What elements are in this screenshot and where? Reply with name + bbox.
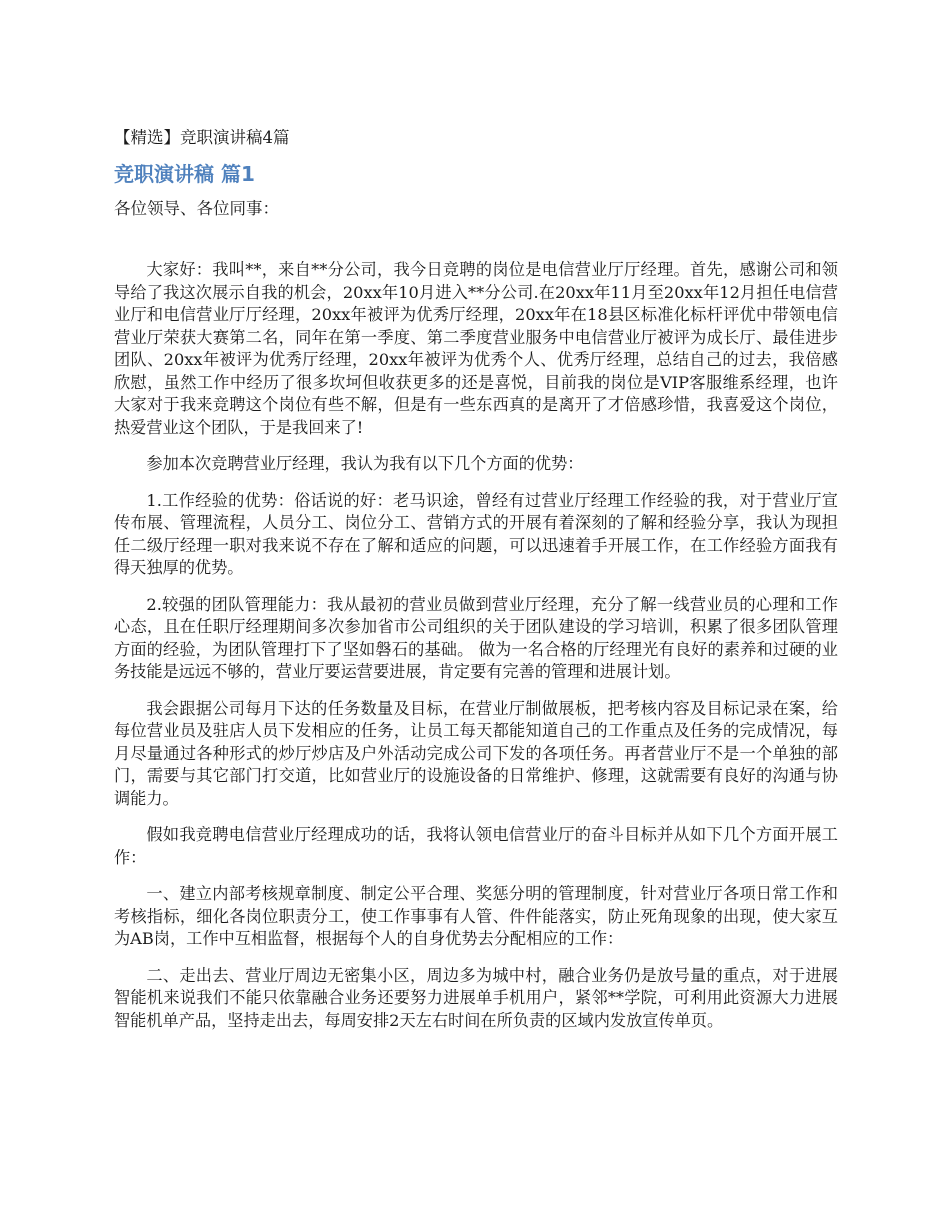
paragraph-task-planning: 我会跟据公司每月下达的任务数量及目标，在营业厅制做展板，把考核内容及目标记录在案，给每位营业员及驻店人员下发相应的任务，让员工每天都能知道自己的工作重点及任务的完成情况，每月尽量通过各种形式的炒厅炒店及户外活动完成公司下发的各项任务。再者营业厅不是一个单独的部门，需要与其它部门打交道，比如营业厅的设施设备的日常维护、修理，这就需要有良好的沟通与协调能力。 — [114, 698, 838, 808]
document-title: 【精选】竞职演讲稿4篇 — [114, 128, 290, 147]
paragraph-advantage-experience: 1.工作经验的优势：俗话说的好：老马识途，曾经有过营业厅经理工作经验的我，对于营业厅宣传布展、管理流程，人员分工、岗位分工、营销方式的开展有着深刻的了解和经验分享，我认为现担任二级厅经理一职对我来说不存在了解和适应的问题，可以迅速着手开展工作，在工作经验方面我有得天独厚的优势。 — [114, 490, 838, 577]
paragraph-plan-item-1: 一、建立内部考核规章制度、制定公平合理、奖惩分明的管理制度，针对营业厅各项日常工作和考核指标，细化各岗位职责分工，使工作事事有人管、件件能落实，防止死角现象的出现，使大家互为AB岗，工作中互相监督，根据每个人的自身优势去分配相应的工作： — [114, 884, 838, 948]
paragraph-introduction: 大家好：我叫**，来自**分公司，我今日竞聘的岗位是电信营业厅厅经理。首先，感谢公司和领导给了我这次展示自我的机会，20xx年10月进入**分公司.在20xx年11月至20xx年12月担任电信营业厅和电信营业厅厅经理，20xx年被评为优秀厅经理，20xx年在18县区标准化标杆评优中带领电信营业厅荣获大赛第二名，同年在第一季度、第二季度营业服务中电信营业厅被评为成长厅、最佳进步团队、20xx年被评为优秀厅经理，20xx年被评为优秀个人、优秀厅经理，总结自己的过去，我倍感欣慰，虽然工作中经历了很多坎坷但收获更多的还是喜悦，目前我的岗位是VIP客服维系经理，也许大家对于我来竞聘这个岗位有些不解，但是有一些东西真的是离开了才倍感珍惜，我喜爱这个岗位，热爱营业这个团队，于是我回来了! — [114, 260, 838, 437]
paragraph-advantage-team-management: 2.较强的团队管理能力：我从最初的营业员做到营业厅经理，充分了解一线营业员的心理和工作心态，且在任职厅经理期间多次参加省市公司组织的关于团队建设的学习培训，积累了很多团队管理方面的经验，为团队管理打下了坚如磐石的基础。 做为一名合格的厅经理光有良好的素养和过硬的业务技能是远远不够的，营业厅要运营要进展，肯定要有完善的管理和进展计划。 — [114, 594, 838, 681]
paragraph-advantages-intro: 参加本次竞聘营业厅经理，我认为我有以下几个方面的优势： — [146, 454, 584, 473]
salutation: 各位领导、各位同事： — [114, 199, 279, 218]
paragraph-plan-item-2: 二、走出去、营业厅周边无密集小区，周边多为城中村，融合业务仍是放号量的重点，对于进展智能机来说我们不能只依靠融合业务还要努力进展单手机用户，紧邻**学院，可利用此资源大力进展智能机单产品，坚持走出去，每周安排2天左右时间在所负责的区域内发放宣传单页。 — [114, 965, 838, 1030]
paragraph-plan-intro: 假如我竞聘电信营业厅经理成功的话，我将认领电信营业厅的奋斗目标并从如下几个方面开展工作： — [114, 825, 838, 867]
section-heading: 竞职演讲稿 篇1 — [114, 162, 255, 186]
